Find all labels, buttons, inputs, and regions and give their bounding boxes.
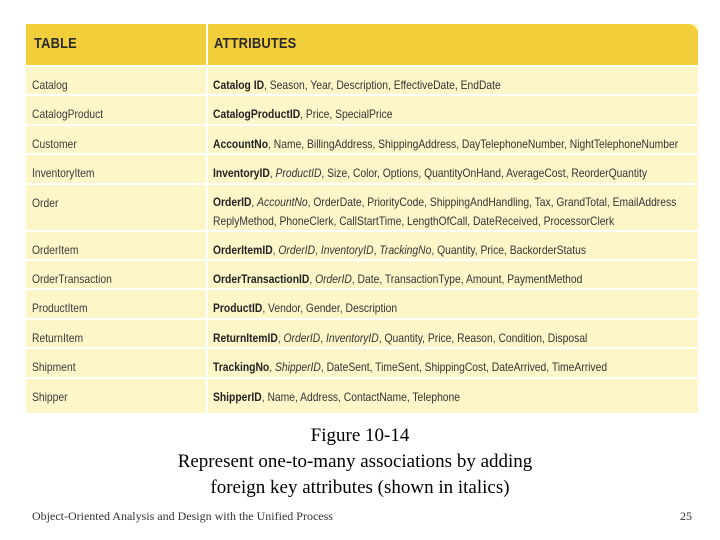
table-row — [26, 230, 698, 259]
table-row — [26, 65, 698, 94]
table-row — [26, 153, 698, 182]
attributes-cell — [213, 232, 586, 260]
table-row — [26, 377, 698, 406]
attributes-cell — [213, 261, 582, 289]
foreign-key: InventoryID — [325, 330, 379, 345]
attribute-text: , — [277, 330, 284, 345]
attributes-cell — [213, 290, 397, 318]
primary-key: OrderID — [213, 194, 252, 209]
page-number: 25 — [680, 509, 692, 523]
header-table: TABLE — [34, 35, 77, 52]
primary-key: ProductID — [213, 301, 263, 316]
attribute-text: , DateSent, TimeSent, ShippingCost, DateArrived, TimeArrived — [320, 360, 608, 375]
primary-key: ShipperID — [213, 389, 262, 404]
foreign-key: OrderID — [315, 272, 352, 286]
attribute-text: , Season, Year, Description, EffectiveDate, EndDate — [264, 78, 501, 92]
attributes-table — [26, 24, 698, 413]
attributes-cell — [213, 155, 647, 183]
table-name-cell: OrderItem — [32, 242, 79, 257]
attribute-text: , — [373, 242, 380, 257]
primary-key: ReturnItemID — [213, 330, 278, 345]
attributes-cell — [213, 67, 501, 95]
attribute-text: , Vendor, Gender, Description — [262, 301, 398, 316]
foreign-key: InventoryID — [320, 242, 374, 257]
primary-key: InventoryID — [213, 166, 270, 181]
table-row — [26, 259, 698, 288]
foreign-key: AccountNo — [257, 194, 308, 209]
attribute-text: , Quantity, Price, BackorderStatus — [431, 242, 587, 257]
attribute-text: , — [272, 242, 279, 257]
foreign-key: OrderID — [283, 330, 321, 345]
foreign-key: ShipperID — [274, 360, 321, 375]
attribute-text: , — [309, 272, 316, 286]
attributes-cell — [213, 379, 460, 407]
attribute-text-continued: ReplyMethod, PhoneClerk, CallStartTime, LengthOfCall, DateReceived, ProcessorClerk — [213, 213, 615, 228]
foreign-key: ProductID — [275, 166, 322, 181]
table-row — [26, 94, 698, 123]
attribute-text: , — [269, 166, 276, 181]
attribute-text: , Quantity, Price, Reason, Condition, Disposal — [378, 330, 588, 345]
figure-number: Figure 10-14 — [310, 425, 410, 446]
table-name-cell: Catalog — [32, 78, 68, 92]
primary-key: AccountNo — [213, 136, 269, 151]
attribute-text: , — [320, 330, 326, 345]
attributes-cell — [213, 126, 678, 154]
table-row — [26, 183, 698, 230]
primary-key: CatalogProductID — [213, 107, 301, 122]
primary-key: OrderTransactionID — [213, 272, 310, 286]
table-row — [26, 288, 698, 317]
attribute-text: , Name, BillingAddress, ShippingAddress, DayTelephoneNumber, NightTelephoneNumber — [268, 136, 679, 151]
foreign-key: TrackingNo — [379, 242, 432, 257]
attribute-text: , Price, SpecialPrice — [300, 107, 393, 122]
table-name-cell: ReturnItem — [32, 330, 84, 345]
primary-key: TrackingNo — [213, 360, 270, 375]
table-name-cell: Shipper — [32, 389, 68, 404]
attribute-text: , — [251, 194, 258, 209]
attribute-text: , Date, TransactionType, Amount, PaymentMethod — [351, 272, 583, 286]
figure-caption-line1: Represent one-to-many associations by adding — [177, 451, 533, 472]
attribute-text: , — [315, 242, 321, 257]
primary-key: OrderItemID — [213, 242, 273, 257]
attribute-text: , Size, Color, Options, QuantityOnHand, AverageCost, ReorderQuantity — [321, 166, 648, 181]
table-name-cell: OrderTransaction — [32, 272, 112, 286]
table-row — [26, 124, 698, 153]
table-header — [26, 24, 698, 65]
attribute-text: , OrderDate, PriorityCode, ShippingAndHandling, Tax, GrandTotal, EmailAddress — [307, 194, 677, 209]
table-row — [26, 347, 698, 376]
attributes-cell — [213, 349, 607, 377]
footer-course-title: Object-Oriented Analysis and Design with the Unified Process — [32, 509, 333, 523]
attributes-cell — [213, 96, 392, 124]
table-name-cell: Shipment — [32, 360, 76, 375]
column-divider — [206, 24, 208, 413]
table-name-cell: ProductItem — [32, 301, 88, 316]
header-attributes: ATTRIBUTES — [214, 35, 297, 52]
table-name-cell: InventoryItem — [32, 166, 95, 181]
table-name-cell: Order — [32, 195, 59, 210]
foreign-key: OrderID — [278, 242, 316, 257]
table-name-cell: Customer — [32, 136, 77, 151]
table-row — [26, 318, 698, 347]
attribute-text: , — [269, 360, 275, 375]
primary-key: Catalog ID — [213, 78, 265, 92]
figure-caption-line2: foreign key attributes (shown in italics) — [210, 477, 510, 498]
attributes-cell — [213, 185, 676, 231]
attributes-cell — [213, 320, 587, 348]
table-name-cell: CatalogProduct — [32, 107, 104, 122]
attribute-text: , Name, Address, ContactName, Telephone — [261, 389, 461, 404]
